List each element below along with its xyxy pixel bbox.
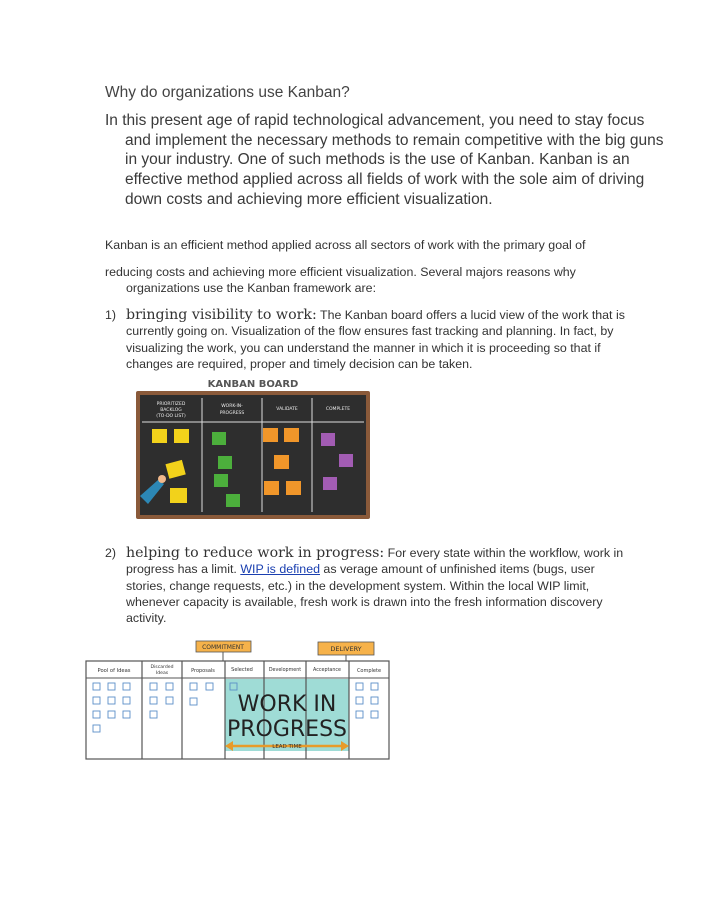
svg-text:Pool of Ideas: Pool of Ideas	[97, 668, 131, 674]
svg-text:COMPLETE: COMPLETE	[325, 407, 351, 412]
svg-text:Complete: Complete	[356, 668, 382, 674]
svg-text:(TO-DO LIST): (TO-DO LIST)	[156, 414, 186, 419]
list-item-text: The Kanban board offers a lucid view of the work that is currently going on. Visualization of the flow ensures fast tracking and planning. In fact, by visualizing the work, you can understand the manner in which it is proceeding so that if changes are required, proper and timely decision can be taken.	[126, 308, 625, 371]
summary-paragraph-line2: reducing costs and achieving more efficient visualization. Several majors reasons why organizations use the Kanban framework are:	[105, 265, 576, 295]
list-item-wip	[105, 545, 635, 626]
list-item-lead: helping to reduce work in progress:	[126, 545, 385, 561]
list-number: 1)	[105, 308, 117, 322]
list-number: 2)	[105, 546, 117, 560]
list-item-text: For every state within the workflow, work in progress has a limit.	[126, 546, 624, 577]
svg-text:Ideas: Ideas	[155, 671, 169, 676]
kanban-board-image	[134, 376, 372, 522]
delivery-tag: DELIVERY	[330, 645, 362, 653]
commitment-tag: COMMITMENT	[202, 644, 244, 651]
svg-text:Proposals: Proposals	[191, 668, 215, 674]
svg-text:PRIORITIZED: PRIORITIZED	[156, 402, 186, 407]
svg-text:VALIDATE: VALIDATE	[276, 407, 298, 412]
kanban-board-title: KANBAN BOARD	[207, 379, 299, 390]
page-heading: Why do organizations use Kanban?	[105, 84, 350, 101]
summary-paragraph-line1: Kanban is an efficient method applied across all sectors of work with the primary goal of	[105, 238, 586, 252]
list-item-lead: bringing visibility to work:	[126, 307, 317, 323]
svg-text:Selected: Selected	[231, 667, 253, 673]
svg-text:PROGRESS: PROGRESS	[219, 411, 245, 416]
svg-text:BACKLOG: BACKLOG	[160, 408, 182, 413]
intro-paragraph: In this present age of rapid technological advancement, you need to stay focus and implement the necessary methods to remain competitive with the big guns in your industry. One of such methods is the use of Kanban. Kanban is an effective method applied across all fields of work with the sole aim of driving down costs and achieving more efficient visualization.	[105, 112, 664, 208]
list-item-visibility	[105, 307, 635, 372]
lead-time-label: LEAD TIME	[272, 744, 302, 750]
wip-defined-link[interactable]: WIP is defined	[240, 562, 320, 577]
list-item-text-after: as verage amount of unfinished items (bugs, user stories, change requests, etc.) in the development system. Within the local WIP limit, whenever capacity is available, fresh work is drawn into the fresh information discovery activity.	[126, 562, 603, 626]
wip-label-line2: PROGRESS	[226, 717, 348, 742]
wip-board-image	[84, 639, 392, 763]
wip-label-line1: WORK IN	[237, 692, 337, 717]
svg-text:WORK-IN-: WORK-IN-	[221, 404, 243, 409]
svg-text:Discarded: Discarded	[150, 665, 174, 670]
svg-text:Acceptance: Acceptance	[313, 668, 341, 673]
svg-text:Development: Development	[268, 668, 302, 673]
